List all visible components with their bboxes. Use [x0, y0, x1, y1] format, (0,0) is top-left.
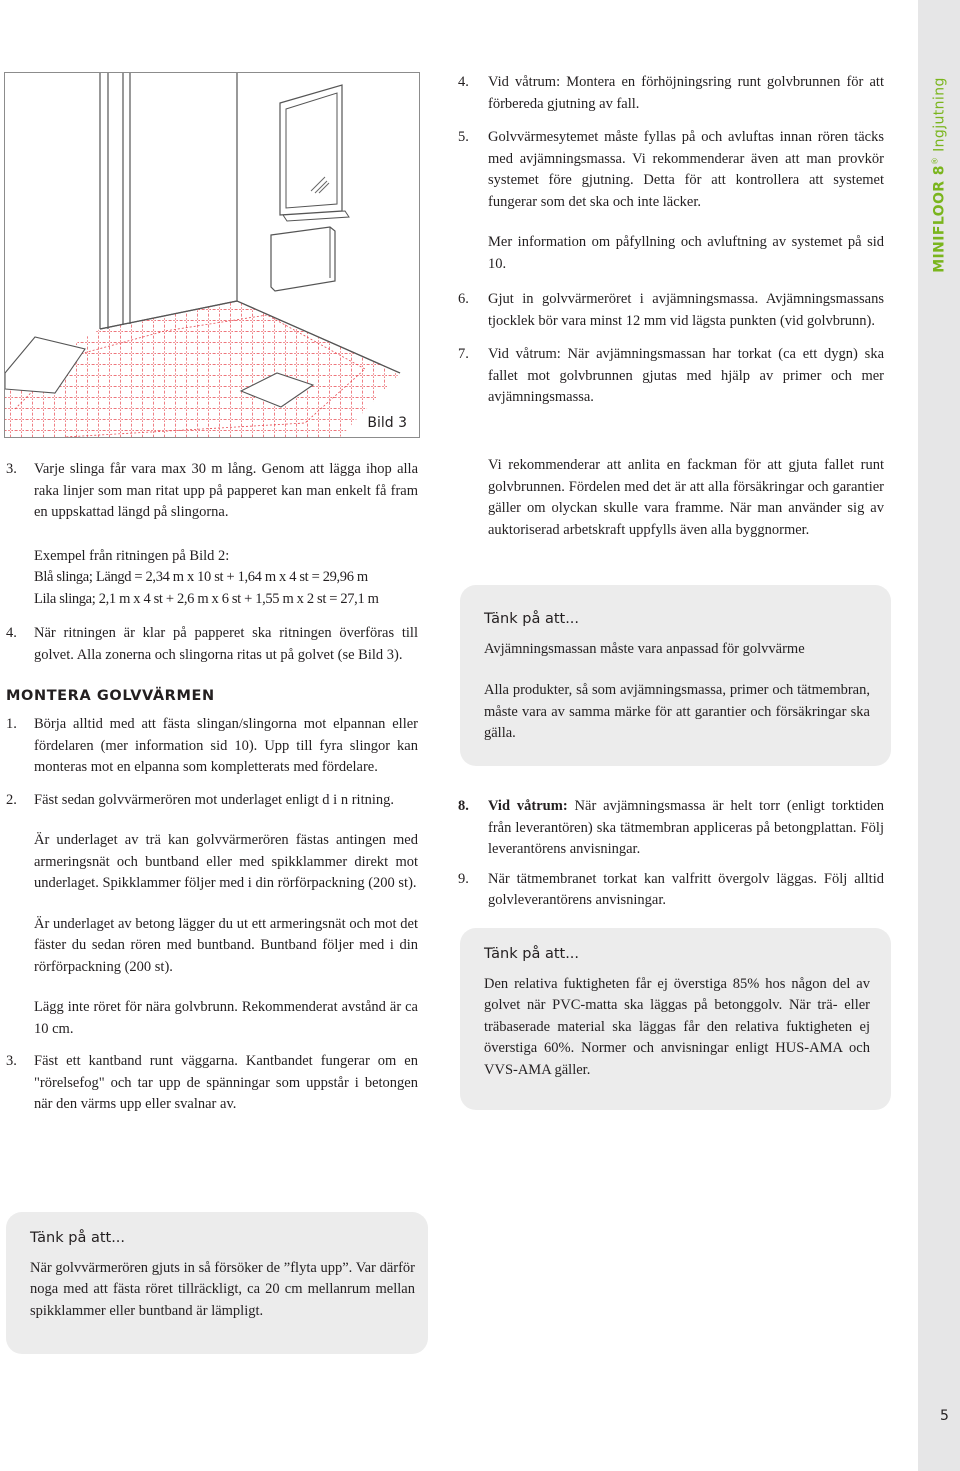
example-line: Blå slinga; Längd = 2,34 m x 10 st + 1,64 m x 4 st = 29,96 m [34, 569, 368, 585]
tip-box-title: Tänk på att... [484, 946, 580, 962]
list-item: 3. Fäst ett kantband runt väggarna. Kantbandet fungerar om en "rörelsefog" och tar upp de spänningar som uppstår i betongen när den värms upp eller svalnar av. [6, 1053, 418, 1112]
tip-box-title: Tänk på att... [484, 611, 580, 627]
section-heading: MONTERA GOLVVÄRMEN [6, 688, 215, 704]
tip-box-text: Den relativa fuktigheten får ej överstiga 85% hos någon del av golvet när PVC-matta ska läggas på betonggolv. När trä- eller träbaserade material ska läggas får den relativa fuktigheten ej överstiga 60%. Normer och anvisningar enligt HUS-AMA och VVS-AMA gäller. [484, 975, 870, 1078]
tip-box-text: När golvvärmerören gjuts in så försöker de ”flyta upp”. Var därför noga med att fästa röret tillräckligt, ca 20 cm mellanrum mellan spikklammer eller buntband är lämpligt. [30, 1259, 415, 1319]
brand-title: MINIFLOOR 8® Ingjutning [930, 77, 948, 273]
list-item: 8. Vid våtrum: När avjämningsmassa är helt torr (enligt torktiden från leverantören) ska tätmembran appliceras på betongplattan. Följ leverantörens anvisningar. [458, 798, 885, 857]
tip-box-text: Avjämningsmassan måste vara anpassad för golvvärme [484, 640, 805, 657]
list-item: 7. Vid våtrum: När avjämningsmassan har torkat (ca ett dygn) ska fallet mot golvbrunnen gjutas med hjälp av primer och mer avjämningsmassa. [458, 346, 884, 405]
right-intro [488, 455, 884, 541]
list-item-note: Mer information om påfyllning och avluftning av systemet på sid 10. [488, 234, 884, 272]
right-column-top [458, 72, 884, 409]
list-item: 6. Gjut in golvvärmeröret i avjämningsmassa. Avjämningsmassans tjocklek bör vara minst 12 mm vid lägsta punkten (vid golvbrunn). [458, 291, 884, 329]
room-illustration [4, 72, 420, 438]
list-item: 3. Varje slinga får vara max 30 m lång. Genom att lägga ihop alla raka linjer som man ritat upp på papperet kan man enkelt få fram en uppskattad längd på slingorna. [6, 461, 418, 520]
list-item: 4. Vid våtrum: Montera en förhöjningsring runt golvbrunnen för att förbereda gjutning av fall. [458, 74, 884, 112]
paragraph: Är underlaget av betong lägger du ut ett armeringsnät och mot det fäster du sedan rören med buntband. Buntband följer med i din rörförpackning (200 st). [34, 915, 418, 975]
list-item: 2. Fäst sedan golvvärmerören mot underlaget enligt d i n ritning. [6, 791, 395, 808]
right-column-bottom [458, 796, 884, 912]
tip-box [6, 1212, 428, 1354]
paragraph: Lägg inte röret för nära golvbrunn. Rekommenderat avstånd är ca 10 cm. [34, 999, 418, 1037]
tip-box-title: Tänk på att... [30, 1230, 126, 1246]
example-heading: Exempel från ritningen på Bild 2: [34, 547, 230, 564]
example-line: Lila slinga; 2,1 m x 4 st + 2,6 m x 6 st + 1,55 m x 2 st = 27,1 m [34, 590, 379, 607]
room-drawing [5, 73, 419, 437]
paragraph: Är underlaget av trä kan golvvärmerören fästas antingen med armeringsnät och buntband eller med spikklammer direkt mot underlaget. Spikklammer följer med i din rörförpackning (200 st). [34, 832, 418, 891]
page-number: 5 [940, 1408, 949, 1424]
tip-box [460, 585, 891, 766]
tip-box [460, 928, 891, 1110]
left-column [6, 459, 418, 1116]
tip-box-text: Alla produkter, så som avjämningsmassa, primer och tätmembran, måste vara av samma märke för att garantier och försäkringar ska gälla. [484, 682, 870, 741]
list-item: 9. När tätmembranet torkat kan valfritt övergolv läggas. Följ alltid golvleverantörens anvisningar. [458, 870, 884, 908]
list-item: 4. När ritningen är klar på papperet ska ritningen överföras till golvet. Alla zonerna och slingorna ritas ut på golvet (se Bild 3). [6, 625, 418, 663]
list-item: 1. Börja alltid med att fästa slingan/slingorna mot elpannan eller fördelaren (mer information sid 10). Upp till fyra slingor kan monteras mot en elpanna som kompletterats med fördelare. [6, 716, 418, 775]
list-item: 5. Golvvärmesytemet måste fyllas på och avluftas innan rören täcks med avjämningsmassa. Vi rekommenderar även att man provkör systemet före gjutning. Detta för att kontrollera att systemet fungerar som det ska och inte läcker. [458, 129, 884, 210]
paragraph: Vi rekommenderar att anlita en fackman för att gjuta fallet runt golvbrunnen. Fördelen med det är att alla försäkringar och garantier gäller om olyckan skulle vara framme. När man använder sig av auktoriserad arbetskraft uppfylls även alla byggnormer. [488, 457, 884, 538]
figure-caption: Bild 3 [367, 415, 407, 431]
